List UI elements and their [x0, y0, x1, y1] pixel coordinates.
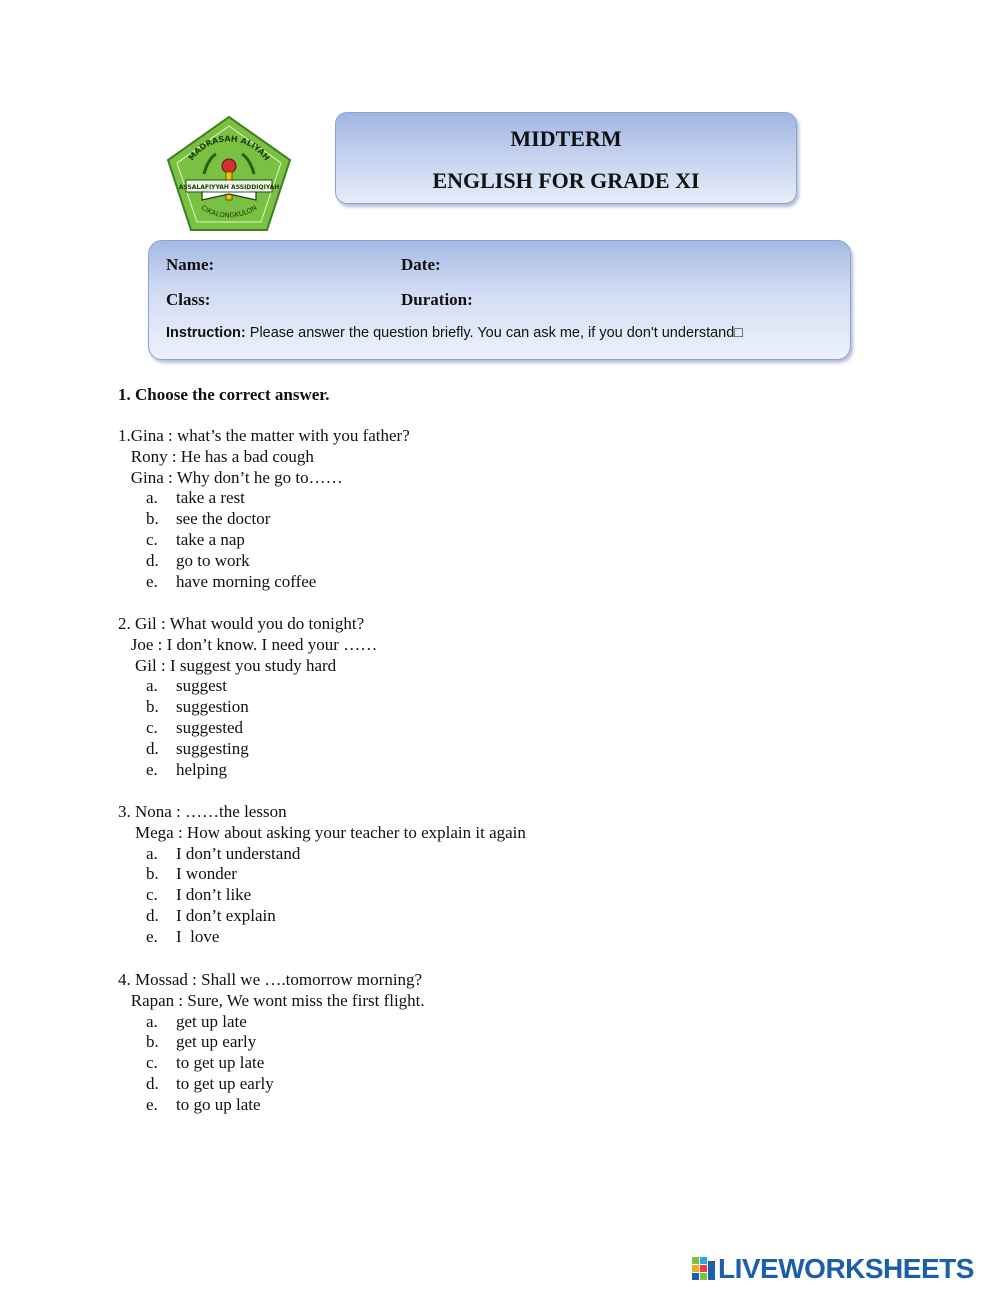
- option-text: I love: [176, 926, 220, 946]
- question-line: Rony : He has a bad cough: [118, 446, 314, 466]
- answer-option[interactable]: [118, 1012, 425, 1033]
- option-text: go to work: [176, 550, 250, 570]
- option-letter: b.: [146, 1032, 159, 1052]
- option-letter: d.: [146, 550, 159, 570]
- question-line: 1.Gina : what’s the matter with you father?: [118, 426, 410, 445]
- logo-banner-text: ASSALAFIYYAH ASSIDDIQIYAH: [178, 184, 280, 191]
- instruction: [166, 325, 743, 341]
- option-letter: e.: [146, 759, 158, 779]
- option-text: suggesting: [176, 738, 249, 758]
- question-line: Joe : I don’t know. I need your ……: [118, 634, 378, 654]
- school-logo: [164, 114, 294, 234]
- logo-bottom-text: CIKALONGKULON: [199, 203, 259, 220]
- option-letter: b.: [146, 864, 159, 884]
- option-text: take a nap: [176, 529, 245, 549]
- option-text: suggested: [176, 717, 244, 737]
- answer-option[interactable]: [118, 718, 377, 739]
- liveworksheets-logo-icon: [692, 1257, 716, 1281]
- question-line: Mega : How about asking your teacher to explain it again: [118, 822, 526, 842]
- option-letter: e.: [146, 571, 158, 591]
- answer-option[interactable]: [118, 572, 410, 593]
- question-line: Gil : I suggest you study hard: [118, 655, 337, 675]
- answer-option[interactable]: [118, 1074, 425, 1095]
- option-letter: c.: [146, 717, 158, 737]
- option-text: see the doctor: [176, 509, 271, 529]
- answer-option[interactable]: [118, 509, 410, 530]
- liveworksheets-brand[interactable]: [692, 1254, 992, 1284]
- option-text: to go up late: [176, 1094, 261, 1114]
- school-crest-icon: [164, 114, 294, 234]
- class-label: Class:: [166, 290, 211, 309]
- option-letter: e.: [146, 926, 158, 946]
- option-letter: d.: [146, 738, 159, 758]
- duration-label: Duration:: [401, 290, 473, 309]
- section-heading: 1. Choose the correct answer.: [118, 385, 330, 404]
- option-letter: d.: [146, 1073, 159, 1093]
- option-text: get up late: [176, 1011, 247, 1031]
- answer-option[interactable]: [118, 1053, 425, 1074]
- option-text: I don’t like: [176, 885, 252, 905]
- answer-option[interactable]: [118, 864, 526, 885]
- option-letter: e.: [146, 1094, 158, 1114]
- answer-option[interactable]: [118, 551, 410, 572]
- option-text: suggest: [176, 676, 227, 696]
- question-line: Rapan : Sure, We wont miss the first flight.: [118, 990, 425, 1010]
- option-letter: c.: [146, 529, 158, 549]
- page-title: MIDTERM: [510, 126, 622, 151]
- option-text: take a rest: [176, 488, 245, 508]
- title-box: [335, 112, 797, 204]
- answer-option[interactable]: [118, 885, 526, 906]
- option-letter: a.: [146, 488, 158, 508]
- option-letter: b.: [146, 697, 159, 717]
- page-subtitle: ENGLISH FOR GRADE XI: [432, 168, 700, 193]
- answer-option[interactable]: [118, 927, 526, 948]
- option-letter: c.: [146, 1053, 158, 1073]
- option-letter: a.: [146, 843, 158, 863]
- answer-option[interactable]: [118, 844, 526, 865]
- option-letter: a.: [146, 1011, 158, 1031]
- instruction-text: Please answer the question briefly. You can ask me, if you don't understand□: [245, 325, 744, 341]
- option-text: helping: [176, 759, 227, 779]
- option-letter: a.: [146, 676, 158, 696]
- instruction-label: Instruction:: [166, 325, 246, 341]
- answer-option[interactable]: [118, 676, 377, 697]
- option-text: get up early: [176, 1032, 257, 1052]
- question-line: 4. Mossad : Shall we ….tomorrow morning?: [118, 970, 423, 989]
- option-text: I don’t understand: [176, 843, 301, 863]
- option-text: to get up early: [176, 1073, 274, 1093]
- question-1: [118, 426, 410, 592]
- answer-option[interactable]: [118, 488, 410, 509]
- option-letter: c.: [146, 885, 158, 905]
- option-text: suggestion: [176, 697, 249, 717]
- option-letter: b.: [146, 509, 159, 529]
- option-text: I don’t explain: [176, 905, 276, 925]
- answer-option[interactable]: [118, 1032, 425, 1053]
- question-line: 3. Nona : ……the lesson: [118, 802, 287, 821]
- option-text: to get up late: [176, 1053, 265, 1073]
- question-2: [118, 614, 377, 780]
- name-label: Name:: [166, 255, 215, 274]
- question-4: [118, 970, 425, 1116]
- option-text: have morning coffee: [176, 571, 317, 591]
- brand-name: LIVEWORKSHEETS: [718, 1253, 974, 1284]
- answer-option[interactable]: [118, 697, 377, 718]
- answer-option[interactable]: [118, 739, 377, 760]
- question-3: [118, 802, 526, 948]
- option-text: I wonder: [176, 864, 237, 884]
- answer-option[interactable]: [118, 906, 526, 927]
- answer-option[interactable]: [118, 530, 410, 551]
- option-letter: d.: [146, 905, 159, 925]
- date-label: Date:: [401, 255, 441, 274]
- question-line: 2. Gil : What would you do tonight?: [118, 614, 365, 633]
- question-line: Gina : Why don’t he go to……: [118, 467, 343, 487]
- logo-top-text: MADRASAH ALIYAH: [186, 134, 272, 163]
- student-info-box: [148, 240, 851, 360]
- answer-option[interactable]: [118, 760, 377, 781]
- answer-option[interactable]: [118, 1095, 425, 1116]
